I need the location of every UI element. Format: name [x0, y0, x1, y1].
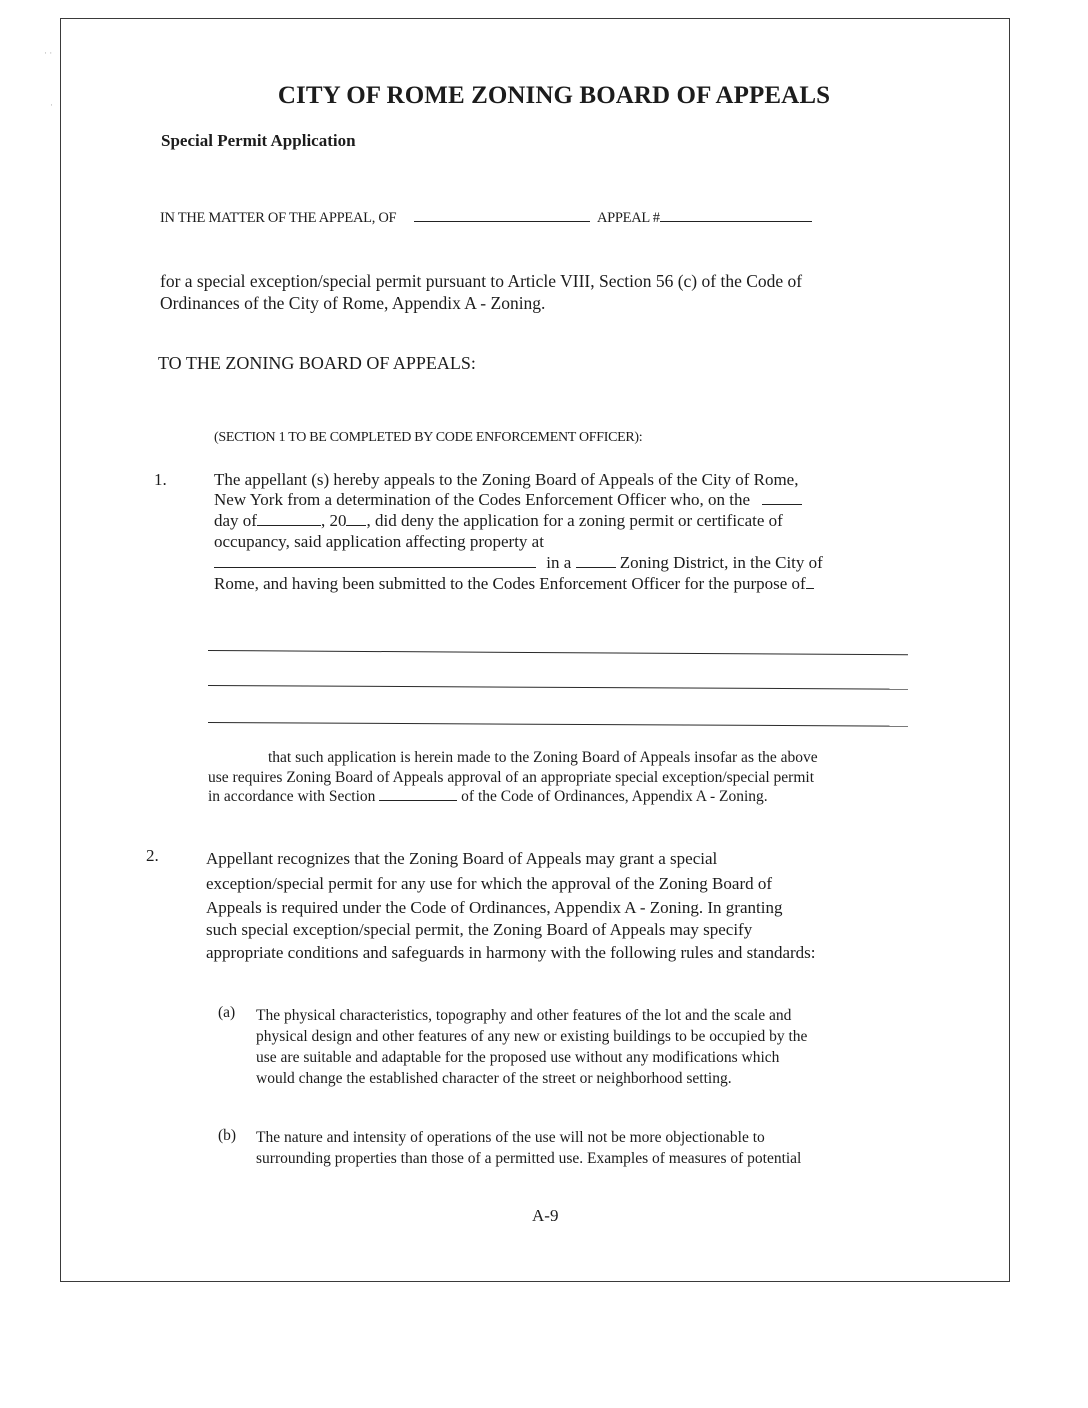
item-b-line-2: surrounding properties than those of a permitted use. Examples of measures of potential — [256, 1150, 802, 1167]
item-a-line-4: would change the established character of the street or neighborhood setting. — [256, 1070, 732, 1087]
item-1-line-1: The appellant (s) hereby appeals to the Zoning Board of Appeals of the City of Rome, — [214, 470, 799, 489]
item-1-line-6 — [214, 574, 814, 595]
item-a-line-2: physical design and other features of any new or existing buildings to be occupied by the — [256, 1028, 808, 1045]
item-1-line-6-text: Rome, and having been submitted to the Codes Enforcement Officer for the purpose of — [214, 574, 806, 593]
appeal-number-field[interactable] — [660, 220, 812, 222]
item-2-line-1: Appellant recognizes that the Zoning Board of Appeals may grant a special — [206, 849, 718, 868]
item-a-label: (a) — [218, 1004, 236, 1021]
day-field[interactable] — [762, 503, 802, 505]
day-of-label: day of — [214, 511, 257, 530]
month-field[interactable] — [257, 524, 321, 526]
item-1-number: 1. — [154, 470, 167, 489]
item-a-line-1: The physical characteristics, topography and other features of the lot and the scale and — [256, 1007, 792, 1024]
item-2-line-4: such special exception/special permit, the Zoning Board of Appeals may specify — [206, 920, 753, 939]
scan-speck: · — [50, 100, 53, 110]
page-number: A-9 — [532, 1206, 559, 1225]
section-note: (SECTION 1 TO BE COMPLETED BY CODE ENFORCEMENT OFFICER): — [214, 430, 643, 445]
document-subtitle: Special Permit Application — [161, 131, 356, 150]
intro-line-2: Ordinances of the City of Rome, Appendix A - Zoning. — [160, 293, 546, 313]
item-1-cont-line-2: use requires Zoning Board of Appeals approval of an appropriate special exception/special permit — [208, 769, 815, 786]
scan-speck: · · — [44, 48, 53, 58]
item-1-line-2-text: New York from a determination of the Codes Enforcement Officer who, on the — [214, 490, 750, 509]
intro-line-1: for a special exception/special permit pursuant to Article VIII, Section 56 (c) of the Code of — [160, 271, 803, 291]
item-1-line-3 — [214, 511, 783, 532]
item-1-line-4: occupancy, said application affecting property at — [214, 532, 544, 551]
property-address-field[interactable] — [214, 566, 536, 568]
item-b-label: (b) — [218, 1127, 237, 1144]
item-1-cont-line-1: that such application is herein made to the Zoning Board of Appeals insofar as the above — [268, 749, 818, 766]
page-border — [60, 18, 1010, 1282]
year-field[interactable] — [346, 524, 366, 526]
item-1-line-3-text: , did deny the application for a zoning permit or certificate of — [366, 511, 783, 530]
item-1-line-5 — [214, 553, 823, 574]
section-number-field[interactable] — [379, 799, 457, 801]
item-a-line-3: use are suitable and adaptable for the proposed use without any modifications which — [256, 1049, 780, 1066]
item-1-cont-line-3-text: of the Code of Ordinances, Appendix A - Zoning. — [461, 788, 768, 805]
item-1-cont-line-3 — [208, 788, 768, 806]
document-title: CITY OF ROME ZONING BOARD OF APPEALS — [277, 82, 831, 109]
item-2-number: 2. — [146, 846, 159, 865]
in-a-label: in a — [546, 553, 572, 572]
appellant-name-field[interactable] — [414, 220, 590, 222]
year-prefix: , 20 — [320, 511, 347, 530]
item-2-line-5: appropriate conditions and safeguards in harmony with the following rules and standards: — [206, 943, 816, 962]
appeal-number-label: APPEAL # — [596, 210, 660, 226]
item-b-line-1: The nature and intensity of operations of the use will not be more objectionable to — [256, 1129, 765, 1146]
purpose-field-start[interactable] — [806, 587, 814, 589]
section-label: in accordance with Section — [208, 788, 376, 805]
item-1-line-5-text: Zoning District, in the City of — [619, 553, 823, 572]
item-1-line-2 — [214, 490, 802, 511]
item-2-line-2: exception/special permit for any use for which the approval of the Zoning Board of — [206, 874, 773, 893]
appeal-matter-row — [160, 210, 812, 227]
zoning-district-field[interactable] — [576, 566, 616, 568]
item-2-line-3: Appeals is required under the Code of Ordinances, Appendix A - Zoning. In granting — [206, 898, 783, 917]
salutation: TO THE ZONING BOARD OF APPEALS: — [158, 353, 476, 373]
matter-label: IN THE MATTER OF THE APPEAL, OF — [160, 210, 397, 226]
